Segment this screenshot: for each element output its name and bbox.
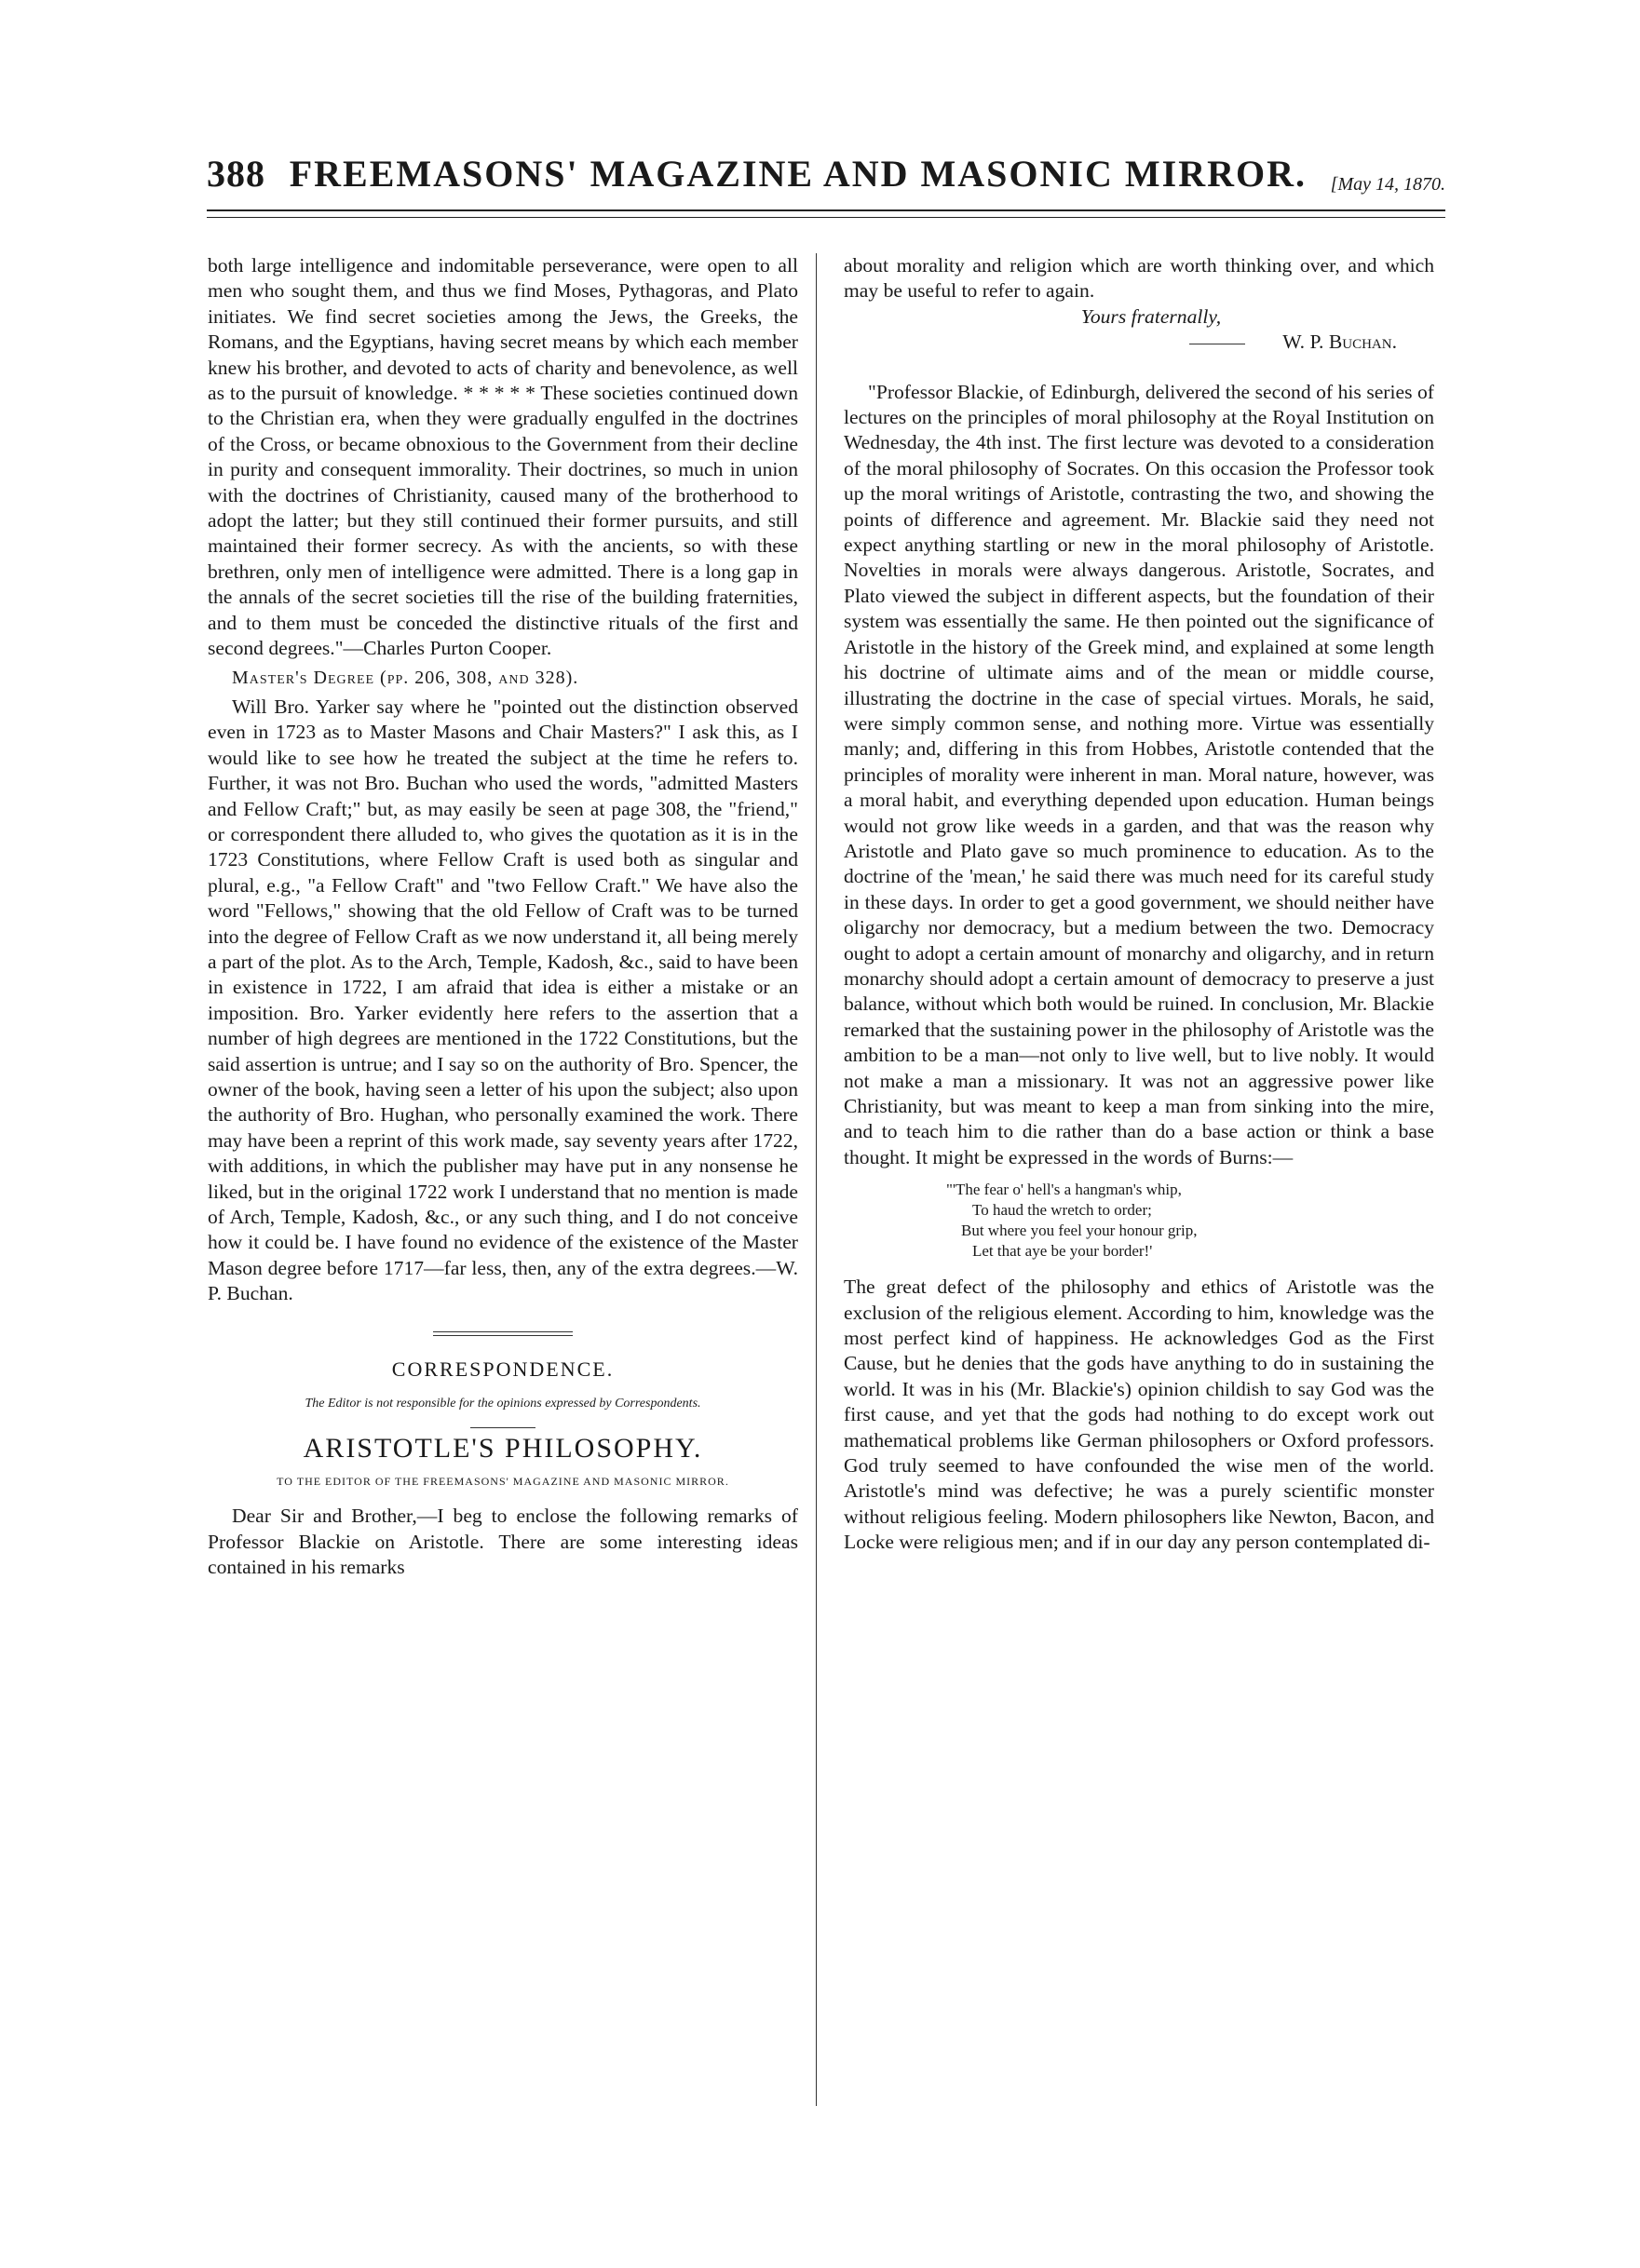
page-number: 388 [207,153,265,195]
letter-continuation: about morality and religion which are worth thinking over, and which may be useful to refer to again. [844,254,1434,303]
signature-text: W. P. Buchan. [1282,331,1397,354]
poem-line: "'The fear o' hell's a hangman's whip, [946,1181,1182,1199]
header-rule [207,209,1445,218]
magazine-title: FREEMASONS' MAGAZINE AND MASONIC MIRROR. [289,153,1307,195]
letter-signature [844,330,1434,355]
aristotle-defect-paragraph: The great defect of the philosophy and ethics of Aristotle was the exclusion of the religious element. According to him, knowledge was the most perfect kind of happiness. He acknowledges God as the First Cause, but he denies that the gods have anything to do in sustaining the world. It was in his (Mr. Blackie's) opinion childish to say God was the first cause, and yet that the gods had nothing to do except work out mathematical problems like German philosophers or Oxford professors. God truly seemed to have confounded the wise men of the world. Aristotle's mind was defective; he was a purely scientific monster without religious feeling. Modern philosophers like Newton, Bacon, and Locke were religious men; and if in our day any person contemplated di- [844,1276,1434,1554]
editor-disclaimer: The Editor is not responsible for the opinions expressed by Correspondents. [305,1397,701,1411]
poem-line: To haud the wretch to order; [972,1201,1152,1220]
addressee-line: TO THE EDITOR OF THE FREEMASONS' MAGAZINE AND MASONIC MIRROR. [277,1474,729,1488]
burns-poem [946,1180,1434,1262]
quote-continuation: both large intelligence and indomitable perseverance, were open to all men who sought them, and thus we find Moses, Pythagoras, and Plato initiates. We find secret societies among the Jews, the Greeks, the Romans, and the Egyptians, having secret means by which each member knew his brother, and devoted to acts of charity and benevolence, as well as to the pursuit of knowledge. * * * * * These societies continued down to the Christian era, when they were gradually engulfed in the doctrines of the Cross, or became obnoxious to the Government from their decline in purity and consequent immorality. Their doctrines, so much in union with the doctrines of Christianity, caused many of the brotherhood to adopt the latter; but they still continued their former pursuits, and still maintained their former secrecy. As with the ancients, so with these brethren, only men of intelligence were admitted. There is a long gap in the annals of the secret societies till the rise of the building fraternities, and to them must be conceded the distinctive rituals of the first and second degrees."—Charles Purton Cooper. [208,254,798,660]
masters-degree-paragraph: Will Bro. Yarker say where he "pointed out the distinction observed even in 1723 as to Master Masons and Chair Masters?" I ask this, as I would like to see how he treated the subject at the time he refers to. Further, it was not Bro. Buchan who used the words, "admitted Masters and Fellow Craft;" but, as may easily be seen at page 308, the "friend," or correspondent there alluded to, who gives the quotation as it is in the 1723 Constitutions, where Fellow Craft is used both as singular and plural, e.g., "a Fellow Craft" and "two Fellow Craft." We have also the word "Fellows," showing that the old Fellow of Craft was to be turned into the degree of Fellow Craft as we now understand it, all being merely a part of the plot. As to the Arch, Temple, Kadosh, &c., said to have been in existence in 1722, I am afraid that idea is either a mistake or an imposition. Bro. Yarker evidently here refers to the assertion that a number of high degrees are mentioned in the 1722 Constitutions, but the said assertion is untrue; and I say so on the authority of Bro. Spencer, the owner of the book, having seen a letter of his upon the subject; also upon the authority of Bro. Hughan, who personally examined the work. There may have been a reprint of this work made, say seventy years after 1722, with additions, in which the publisher may have put in any nonsense he liked, but in the original 1722 work I understand that no mention is made of Arch, Temple, Kadosh, &c., or any such thing, and I do not conceive how it could be. I have found no evidence of the existence of the Master Mason degree before 1717—far less, then, any of the extra degrees.—W. P. Buchan. [208,695,798,1305]
poem-line: But where you feel your honour grip, [961,1222,1198,1240]
poem-line: Let that aye be your border!' [972,1242,1153,1261]
left-column [208,253,798,1581]
column-divider [816,253,817,2106]
right-column [844,253,1434,1556]
blackie-lecture-paragraph: "Professor Blackie, of Edinburgh, delivered the second of his series of lectures on the principles of moral philosophy at the Royal Institution on Wednesday, the 4th inst. The first lecture was devoted to a consideration of the moral philosophy of Socrates. On this occasion the Professor took up the moral writings of Aristotle, contrasting the two, and showing the points of difference and agreement. Mr. Blackie said they need not expect anything startling or new in the moral philosophy of Aristotle. Novelties in morals were always dangerous. Aristotle, Socrates, and Plato viewed the subject in different aspects, but the foundation of their system was essentially the same. He then pointed out the significance of Aristotle in the history of the Greek mind, and explained at some length his doctrine of ultimate aims and of the mean or middle course, illustrating the doctrine in the case of special virtues. Morals, he said, were simply common sense, and nothing more. Virtue was essentially manly; and, differing in this from Hobbes, Aristotle contended that the principles of morality were inherent in man. Moral nature, however, was a moral habit, and everything depended upon education. Human beings would not grow like weeds in a garden, and that was the reason why Aristotle and Plato gave so much prominence to education. As to the doctrine of the 'mean,' he said there was much need for its careful study in these days. In order to get a good government, we should neither have oligarchy nor democracy, but a medium between the two. Democracy ought to adopt a certain amount of monarchy and oligarchy, and in return monarchy should adopt a certain amount of democracy to preserve a just balance, without which both would be ruined. In conclusion, Mr. Blackie remarked that the sustaining power in the philosophy of Aristotle was the ambition to be a man—not only to live well, but to live nobly. It would not make a man a missionary. It was not an aggressive power like Christianity, but was meant to keep a man from sinking into the mire, and to teach him to die rather than do a base action or think a base thought. It might be expressed in the words of Burns:— [844,380,1434,1168]
section-divider [433,1331,573,1336]
page-header [207,140,1445,196]
short-divider [470,1427,535,1428]
issue-date: [May 14, 1870. [1330,174,1445,195]
article-title: ARISTOTLE'S PHILOSOPHY. [303,1433,703,1465]
masters-degree-heading: Master's Degree (pp. 206, 308, and 328). [232,667,579,688]
correspondence-heading: CORRESPONDENCE. [391,1357,615,1381]
valediction: Yours fraternally, [1080,304,1222,328]
letter-opening: Dear Sir and Brother,—I beg to enclose the following remarks of Professor Blackie on Aristotle. There are some interesting ideas contained in his remarks [208,1505,798,1579]
